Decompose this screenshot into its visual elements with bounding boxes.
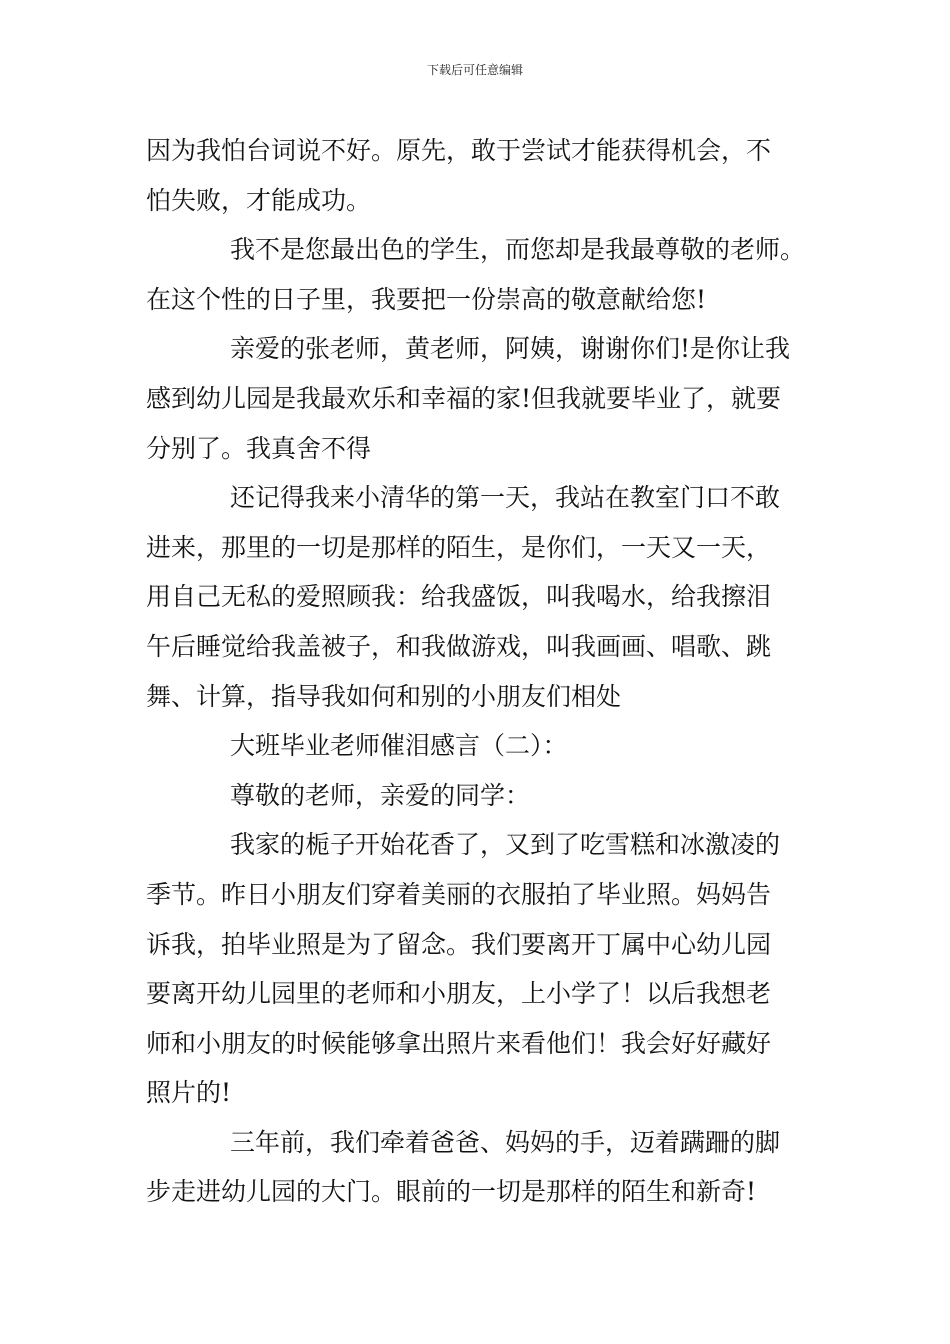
text-line: 亲爱的张老师，黄老师，阿姨，谢谢你们!是你让我: [230, 334, 791, 364]
text-line: 用自己无私的爱照顾我：给我盛饭，叫我喝水，给我擦泪: [146, 582, 772, 612]
page-header: 下载后可任意编辑: [426, 63, 523, 77]
text-line: 诉我，拍毕业照是为了留念。我们要离开丁属中心幼儿园: [146, 929, 772, 959]
text-line: 还记得我来小清华的第一天，我站在教室门口不敢: [230, 483, 781, 513]
text-line: 进来，那里的一切是那样的陌生，是你们，一天又一天，: [146, 532, 772, 562]
text-line: 感到幼儿园是我最欢乐和幸福的家!但我就要毕业了，就要: [146, 383, 782, 413]
text-line: 照片的!: [146, 1078, 232, 1108]
text-line: 大班毕业老师催泪感言（二）：: [230, 731, 568, 761]
text-line: 怕失败，才能成功。: [146, 185, 372, 215]
text-line: 步走进幼儿园的大门。眼前的一切是那样的陌生和新奇!: [146, 1177, 757, 1207]
text-line: 要离开幼儿园里的老师和小朋友，上小学了！以后我想老: [146, 979, 772, 1009]
text-line: 舞、计算，指导我如何和别的小朋友们相处: [146, 681, 622, 711]
text-line: 季节。昨日小朋友们穿着美丽的衣服拍了毕业照。妈妈告: [146, 879, 772, 909]
text-line: 我家的栀子开始花香了，又到了吃雪糕和冰激凌的: [230, 830, 781, 860]
text-line: 师和小朋友的时候能够拿出照片来看他们！我会好好藏好: [146, 1028, 772, 1058]
text-line: 分别了。我真舍不得: [146, 433, 372, 463]
text-line: 三年前，我们牵着爸爸、妈妈的手，迈着蹒跚的脚: [230, 1127, 781, 1157]
text-line: 在这个性的日子里，我要把一份崇高的敬意献给您!: [146, 284, 707, 314]
text-line: 尊敬的老师，亲爱的同学：: [230, 780, 531, 810]
text-line: 午后睡觉给我盖被子，和我做游戏，叫我画画、唱歌、跳: [146, 631, 772, 661]
body-text: [146, 126, 826, 1217]
text-line: 我不是您最出色的学生，而您却是我最尊敬的老师。: [230, 235, 806, 265]
text-line: 因为我怕台词说不好。原先，敢于尝试才能获得机会，不: [146, 136, 772, 165]
